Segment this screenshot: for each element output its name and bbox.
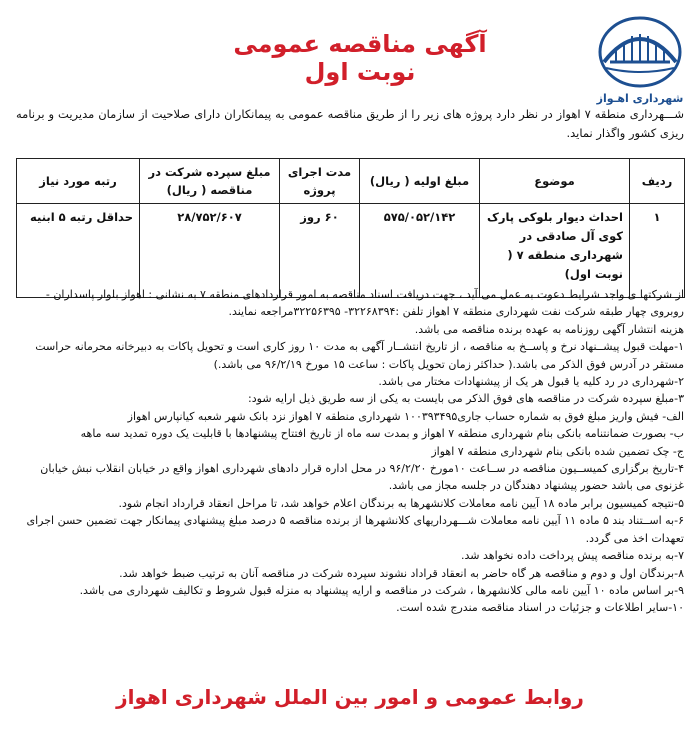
terms-line: ۱-مهلت قبول پیشــنهاد نرخ و پاســخ به مناقصه ، از تاریخ انتشــار آگهی به مدت ۱۰ روز کاری است و تحویل پاکات به دبیرخانه محرمانه حراست مستقر در آدرس فوق الذکر می باشد.( حداکثر زمان تحویل پاکات : ساعت ۱۵ مورخ ۹۶/۲/۱۹ می باشد.) [35, 340, 684, 371]
municipality-logo [594, 12, 686, 108]
bridge-logo-icon [594, 12, 686, 108]
terms-line: هزینه انتشار آگهی روزنامه به عهده برنده مناقصه می باشد. [414, 322, 684, 336]
terms-line: ۱۰-سایر اطلاعات و جزئیات در اسناد مناقصه مندرج شده است. [396, 601, 684, 615]
terms-list [16, 286, 684, 617]
terms-line: ۹-بر اساس ماده ۱۰ آیین نامه مالی کلانشهرها ، شرکت در مناقصه و ارایه پیشنهاد به منزله قبول شروط و تکالیف شهرداری می باشد. [79, 583, 684, 597]
terms-line: ۲-شهرداری در رد کلیه یا قبول هر یک از پیشنهادات مختار می باشد. [378, 375, 684, 389]
page-title: آگهی مناقصه عمومی نوبت اول [233, 30, 487, 86]
table-row [17, 204, 685, 298]
terms-line: ب- بصورت ضمانتنامه بانکی بنام شهرداری منطقه ۷ اهواز و بمدت سه ماه از تاریخ افتتاح پیشنهادها با قابلیت یک دوره تمدید سه ماهه [80, 427, 684, 441]
intro-paragraph: شـــهرداری منطقه ۷ اهواز در نظر دارد پروژه های زیر را از طریق مناقصه عمومی به پیمانکاران دارای صلاحیت از سازمان مدیریت و برنامه ریزی کشور واگذار نماید. [16, 107, 684, 140]
header-required-grade: رتبه مورد نیاز [17, 159, 140, 204]
terms-line: ۳-مبلغ سپرده شرکت در مناقصه های فوق الذکر می بایست به یکی از سه طریق ذیل ارایه شود: [248, 392, 684, 406]
cell-deposit: ۲۸/۷۵۲/۶۰۷ [140, 204, 280, 298]
terms-line: از شرکتها ی واجد شرایط دعوت به عمل می آید ، جهت دریافت اسناد مناقصه به امور قراردادهای منطقه ۷ به نشانی : اهواز بلوار پاسداران - روبروی چهار طبقه شرکت نفت شهرداری منطقه ۷ اهواز تلفن :۳۲۲۶۸۳۹۴- ۳۲۲۵۶۳۹۵مراجعه نمایند. [45, 288, 684, 319]
terms-line: ۴-تاریخ برگزاری کمیســیون مناقصه در ســاعت ۱۰مورخ ۹۶/۲/۲۰ در محل اداره قرار دادهای شهرداری اهواز واقع در خیابان انقلاب نبش خیابان غزنوی می باشد حضور پیشنهاد دهندگان در جلسه مجاز می باشد. [40, 462, 684, 493]
logo-caption: شهرداری اهـواز [596, 92, 684, 105]
cell-required-grade: حداقل رتبه ۵ ابنیه [17, 204, 140, 298]
cell-subject: احداث دیوار بلوکی پارک کوی آل صادقی در شهرداری منطقه ۷ ( نوبت اول) [480, 204, 630, 298]
header-duration: مدت اجرای پروژه [280, 159, 360, 204]
cell-row-number: ۱ [630, 204, 685, 298]
terms-line: ۸-برندگان اول و دوم و مناقصه هر گاه حاضر به انعقاد قراداد نشوند سپرده شرکت در مناقصه آنان به ترتیب ضبط خواهد شد. [119, 566, 684, 580]
terms-line: ج- چک تضمین شده بانکی بنام شهرداری منطقه ۷ اهواز [431, 444, 684, 458]
projects-table [16, 158, 685, 298]
terms-line: ۷-به برنده مناقصه پیش پرداخت داده نخواهد شد. [461, 549, 684, 563]
cell-duration: ۶۰ روز [280, 204, 360, 298]
terms-line: الف- فیش واریز مبلغ فوق به شماره حساب جاری۱۰۰۳۹۳۴۹۵ شهرداری منطقه ۷ اهواز نزد بانک شهر شعبه کیانپارس اهواز [127, 409, 684, 423]
header-row-number: ردیف [630, 159, 685, 204]
header-initial-amount: مبلغ اولیه ( ریال) [360, 159, 480, 204]
footer-signature: روابط عمومی و امور بین الملل شهرداری اهواز [116, 685, 584, 709]
table-header-row [17, 159, 685, 204]
terms-line: ۵-نتیجه کمیسیون برابر ماده ۱۸ آیین نامه معاملات کلانشهرها به برندگان اعلام خواهد شد، تا مراحل انعقاد قرارداد انجام شود. [118, 496, 684, 510]
terms-line: ۶-به اســتناد بند ۵ ماده ۱۱ آیین نامه معاملات شـــهرداریهای کلانشهرها از برنده مناقصه ۵ درصد مبلغ پیشنهادی پیمانکار جهت تضمین حسن اجرای تعهدات اخذ می گردد. [26, 514, 684, 545]
header-deposit: مبلغ سپرده شرکت در مناقصه ( ریال) [140, 159, 280, 204]
cell-initial-amount: ۵۷۵/۰۵۲/۱۴۲ [360, 204, 480, 298]
header-subject: موضوع [480, 159, 630, 204]
